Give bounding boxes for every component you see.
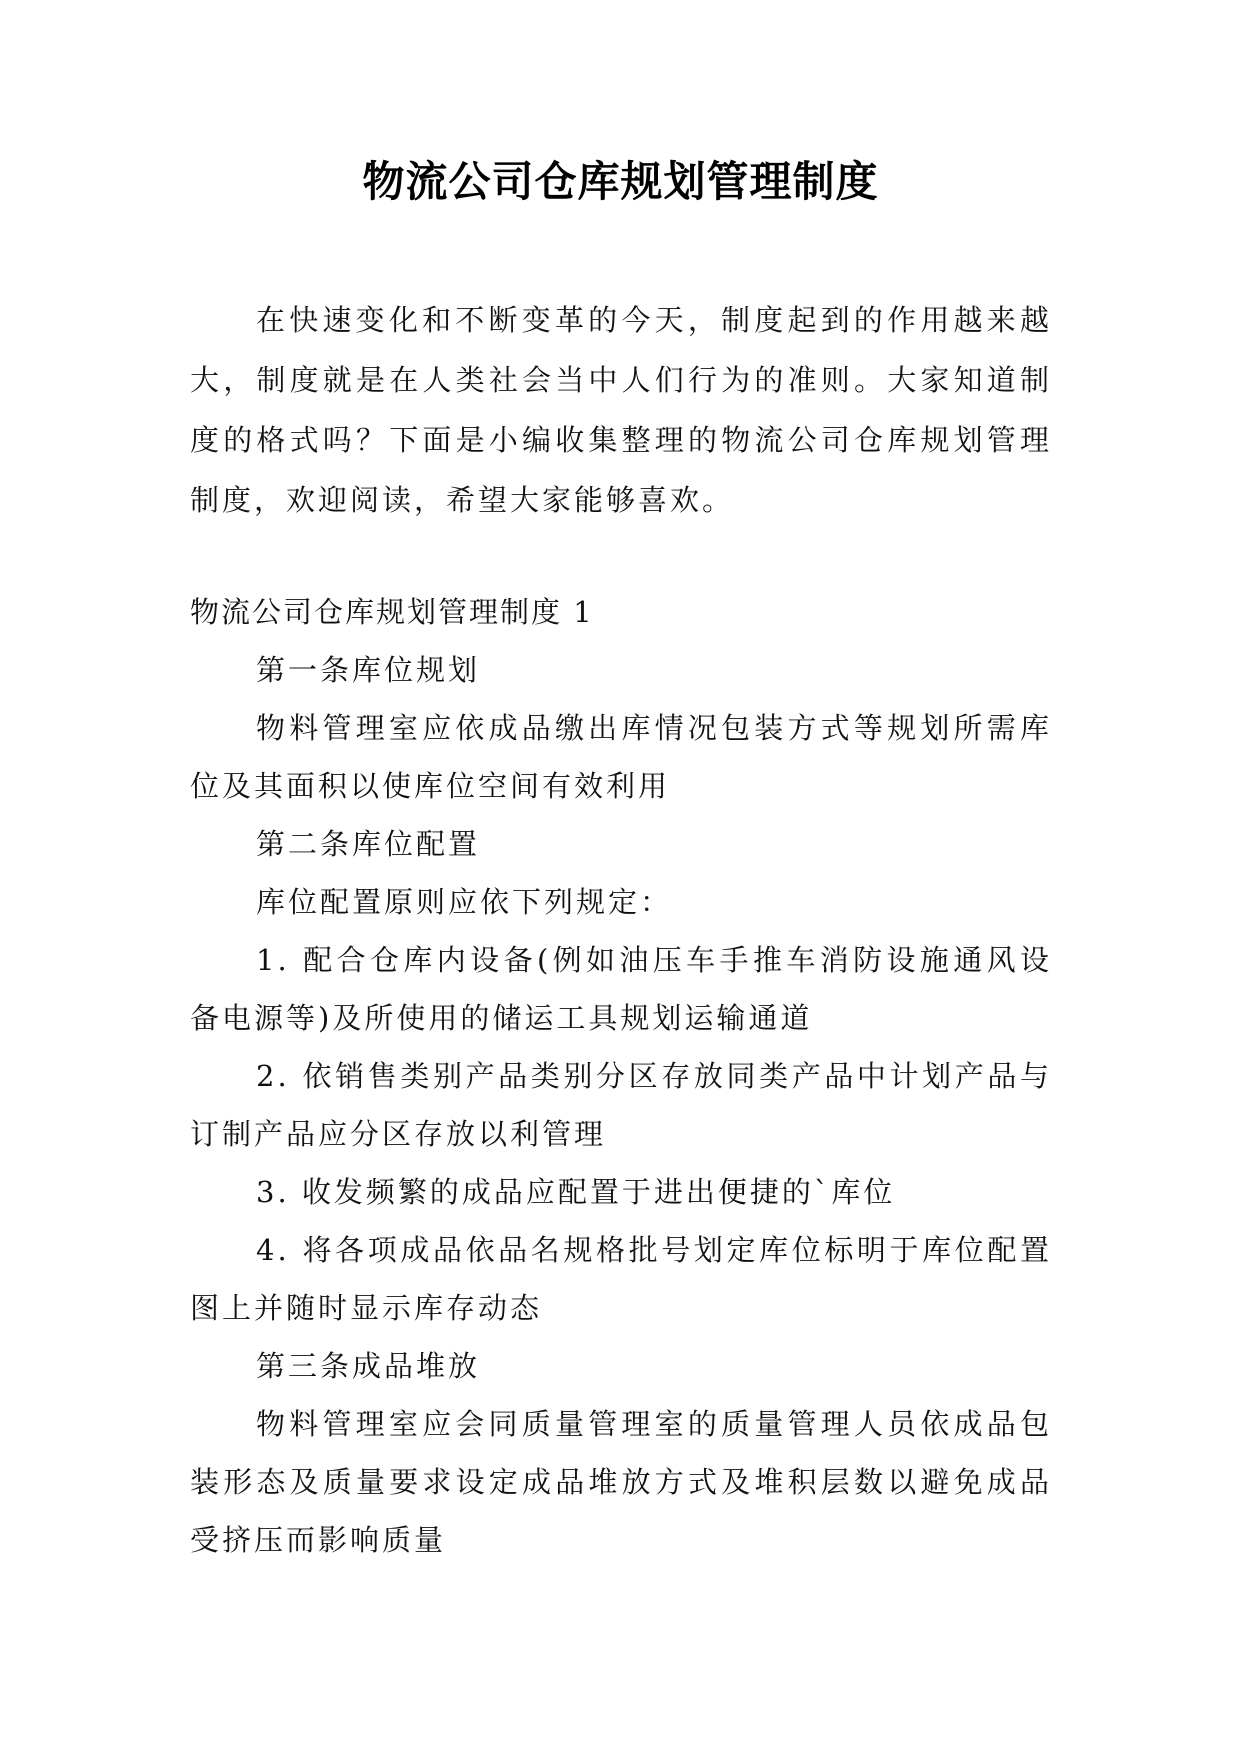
list-item: 2. 依销售类别产品类别分区存放同类产品中计划产品与订制产品应分区存放以利管理: [190, 1059, 1052, 1151]
list-item: 4. 将各项成品依品名规格批号划定库位标明于库位配置图上并随时显示库存动态: [190, 1233, 1052, 1325]
body-paragraph: 物料管理室应会同质量管理室的质量管理人员依成品包装形态及质量要求设定成品堆放方式及堆积层数以避免成品受挤压而影响质量: [190, 1407, 1052, 1557]
article-heading: 第一条库位规划: [256, 653, 481, 687]
article-heading: 第二条库位配置: [256, 827, 481, 861]
section-heading: 物流公司仓库规划管理制度 1: [190, 595, 594, 629]
intro-paragraph: 在快速变化和不断变革的今天，制度起到的作用越来越大，制度就是在人类社会当中人们行为的准则。大家知道制度的格式吗？下面是小编收集整理的物流公司仓库规划管理制度，欢迎阅读，希望大家能够喜欢。: [190, 303, 1052, 517]
article-heading: 第三条成品堆放: [256, 1349, 481, 1383]
list-item: 1. 配合仓库内设备(例如油压车手推车消防设施通风设备电源等)及所使用的储运工具规划运输通道: [190, 943, 1052, 1035]
document-content: [190, 583, 1052, 1569]
document-title: 物流公司仓库规划管理制度: [362, 157, 879, 206]
body-paragraph: 物料管理室应依成品缴出库情况包装方式等规划所需库位及其面积以使库位空间有效利用: [190, 711, 1052, 803]
body-paragraph: 库位配置原则应依下列规定：: [256, 885, 673, 919]
list-item: 3. 收发频繁的成品应配置于进出便捷的`库位: [256, 1175, 896, 1209]
